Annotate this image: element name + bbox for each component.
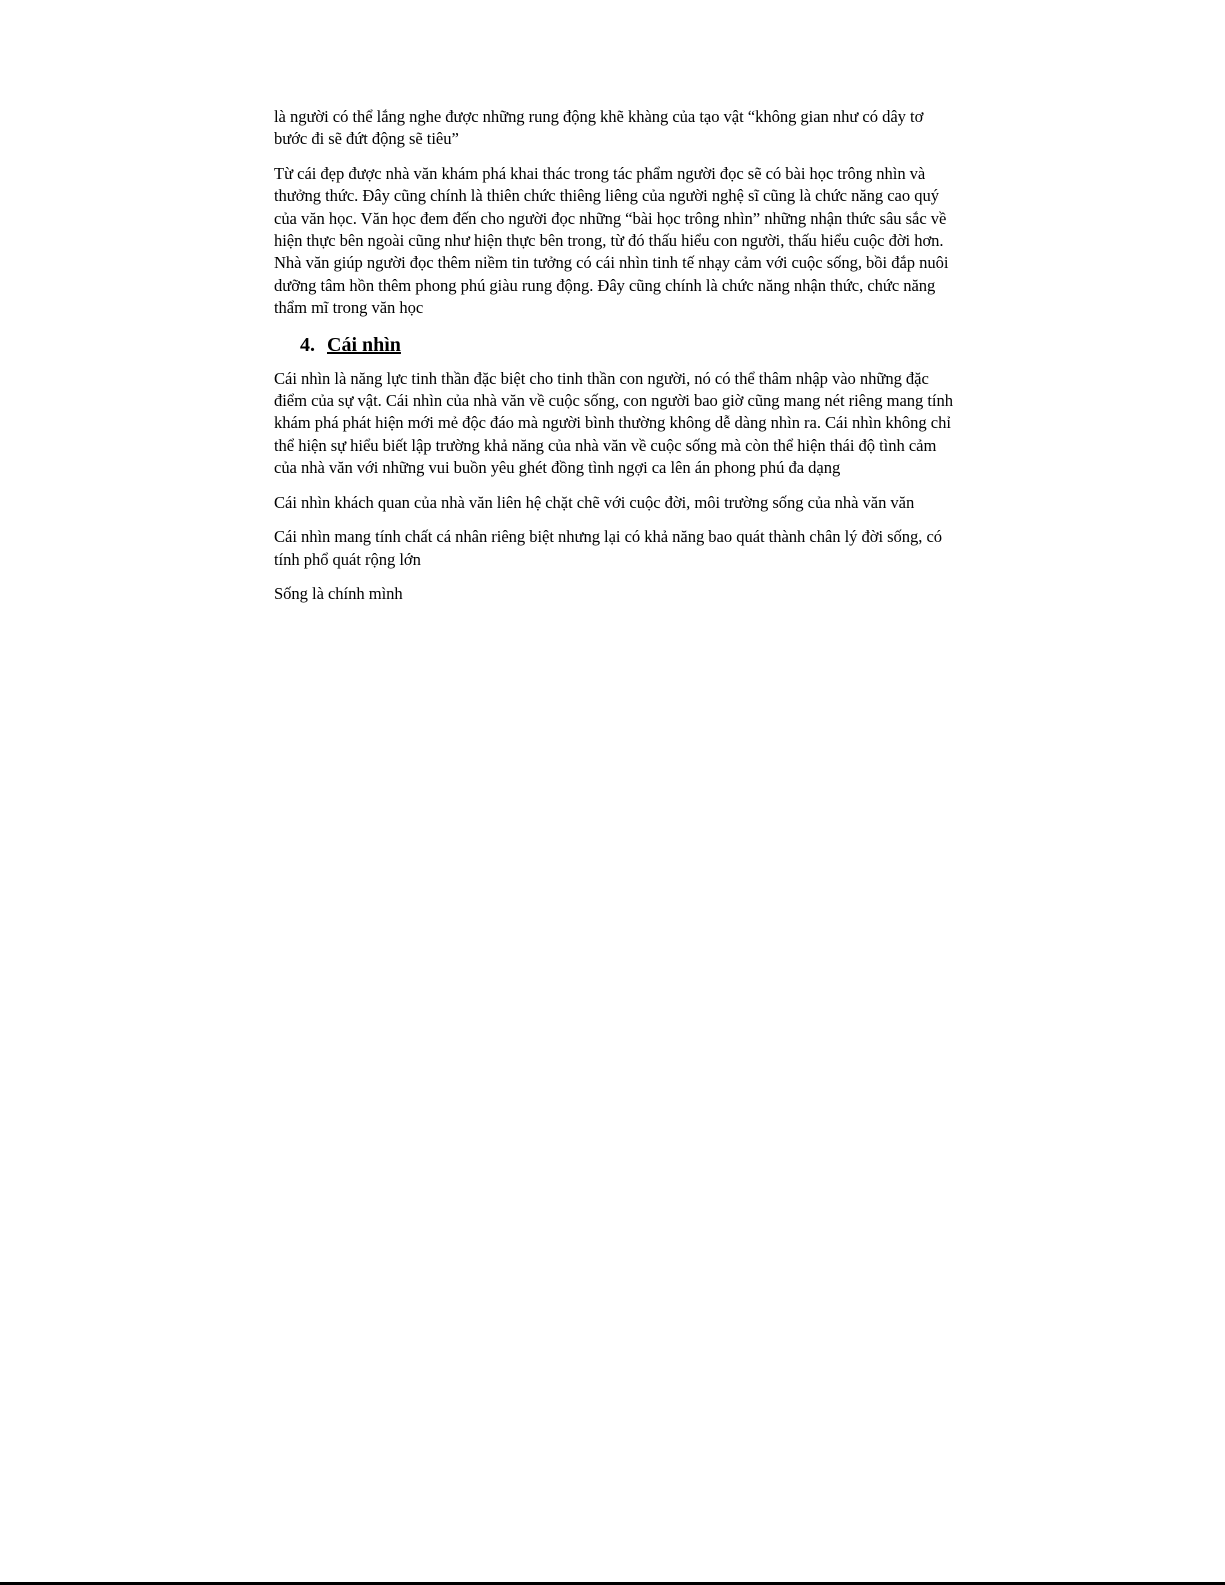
section-title: Cái nhìn xyxy=(327,333,401,356)
paragraph: Sống là chính mình xyxy=(274,583,403,603)
section-number: 4. xyxy=(300,333,315,356)
document-body xyxy=(274,106,954,617)
section-heading xyxy=(274,332,954,358)
paragraph: Cái nhìn là năng lực tinh thần đặc biệt cho tinh thần con người, nó có thể thâm nhập vào những đặc điểm của sự vật. Cái nhìn của nhà văn về cuộc sống, con người bao giờ cũng mang nét riêng mang tính khám phá phát hiện mới mẻ độc đáo mà người bình thường không dễ dàng nhìn ra. Cái nhìn không chỉ thể hiện sự hiểu biết lập trường khả năng của nhà văn về cuộc sống mà còn thể hiện thái độ tình cảm của nhà văn với những vui buồn yêu ghét đồng tình ngợi ca lên án phong phú đa dạng xyxy=(274,368,953,478)
paragraph: Cái nhìn khách quan của nhà văn liên hệ chặt chẽ với cuộc đời, môi trường sống của nhà văn văn xyxy=(274,492,915,512)
paragraph: Cái nhìn mang tính chất cá nhân riêng biệt nhưng lại có khả năng bao quát thành chân lý đời sống, có tính phổ quát rộng lớn xyxy=(274,527,943,569)
paragraph: là người có thể lắng nghe được những rung động khẽ khàng của tạo vật “không gian như có dây tơ bước đi sẽ đứt động sẽ tiêu” xyxy=(274,107,924,149)
paragraph: Từ cái đẹp được nhà văn khám phá khai thác trong tác phẩm người đọc sẽ có bài học trông nhìn và thưởng thức. Đây cũng chính là thiên chức thiêng liêng của người nghệ sĩ cũng là chức năng cao quý của văn học. Văn học đem đến cho người đọc những “bài học trông nhìn” những nhận thức sâu sắc về hiện thực bên ngoài cũng như hiện thực bên trong, từ đó thấu hiểu con người, thấu hiểu cuộc đời hơn. Nhà văn giúp người đọc thêm niềm tin tưởng có cái nhìn tinh tế nhạy cảm với cuộc sống, bồi đắp nuôi dưỡng tâm hồn thêm phong phú giàu rung động. Đây cũng chính là chức năng nhận thức, chức năng thẩm mĩ trong văn học xyxy=(274,163,949,318)
